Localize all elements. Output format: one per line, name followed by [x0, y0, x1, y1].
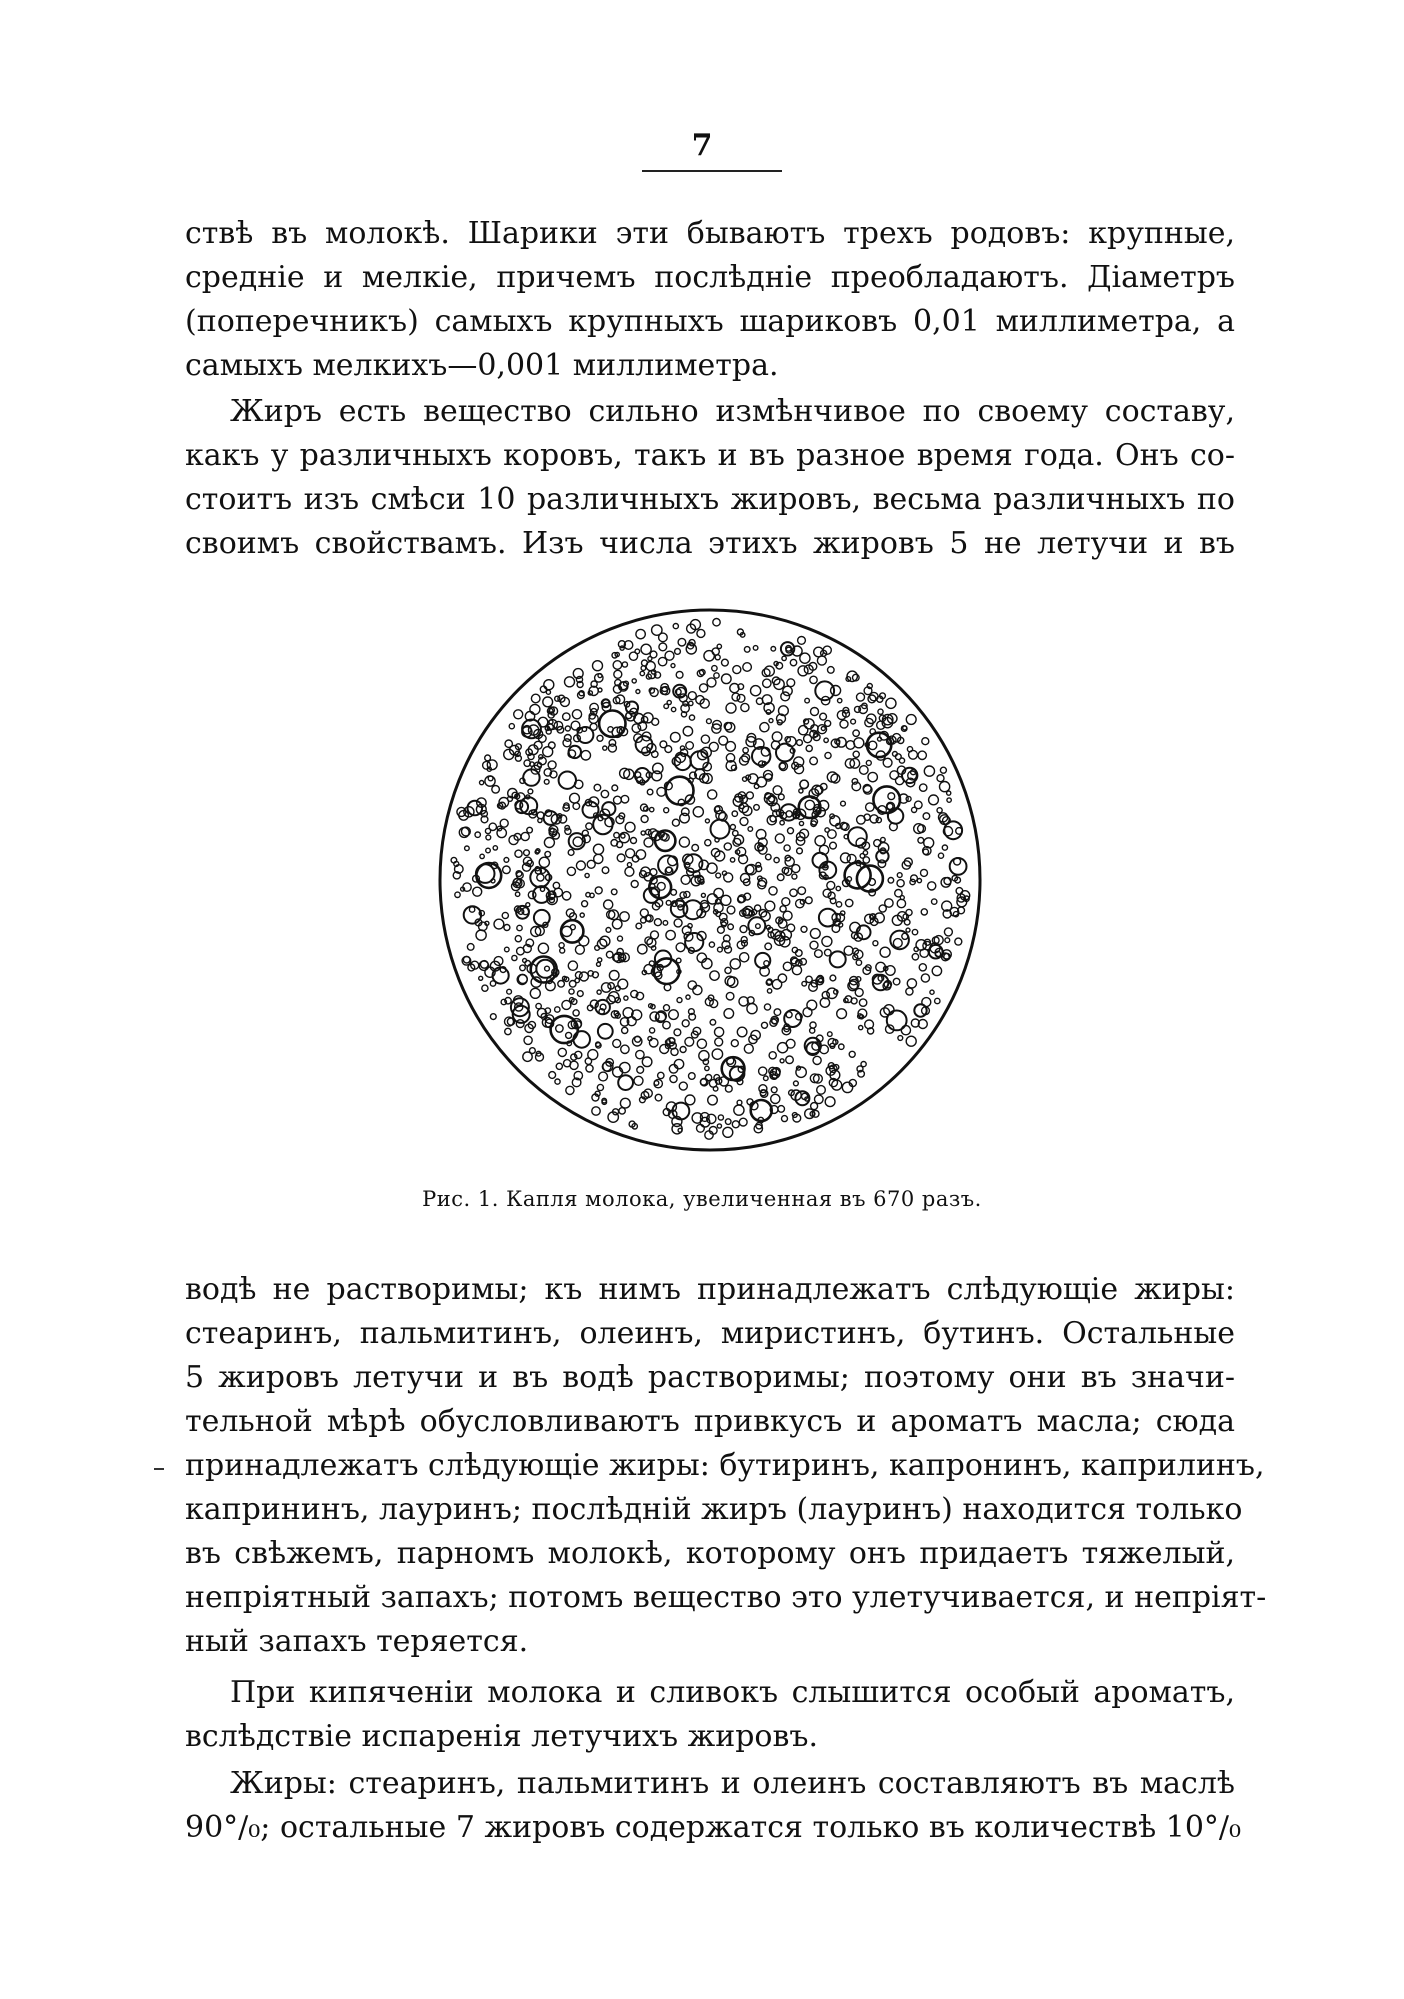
text-line: вслѣдствіе испаренія летучихъ жировъ.	[185, 1719, 818, 1754]
text-line: капрининъ, лауринъ; послѣдній жиръ (лауринъ) находится только	[185, 1492, 1243, 1527]
paragraph-5	[185, 1762, 1242, 1850]
text-line: 5 жировъ летучи и въ водѣ растворимы; поэтому они въ значи-	[185, 1360, 1235, 1395]
text-line: При кипяченіи молока и сливокъ слышится особый ароматъ,	[230, 1675, 1235, 1710]
text-line: ствѣ въ молокѣ. Шарики эти бываютъ трехъ родовъ: крупные,	[185, 216, 1235, 251]
text-line: стеаринъ, пальмитинъ, олеинъ, миристинъ, бутинъ. Остальные	[185, 1316, 1235, 1351]
milk-drop-illustration	[435, 605, 985, 1155]
text-line: средніе и мелкіе, причемъ послѣдніе преобладаютъ. Діаметръ	[185, 260, 1235, 295]
paragraph-2	[185, 390, 1235, 566]
text-line: стоитъ изъ смѣси 10 различныхъ жировъ, весьма различныхъ по	[185, 482, 1235, 517]
text-line: въ свѣжемъ, парномъ молокѣ, которому онъ придаетъ тяжелый,	[185, 1536, 1235, 1571]
text-line: самыхъ мелкихъ—0,001 миллиметра.	[185, 348, 779, 383]
text-line: тельной мѣрѣ обусловливаютъ привкусъ и ароматъ масла; сюда	[185, 1404, 1235, 1439]
milk-drop-figure	[435, 605, 985, 1155]
text-line: принадлежатъ слѣдующіе жиры: бутиринъ, капронинъ, каприлинъ,	[185, 1448, 1265, 1483]
margin-mark	[154, 1468, 164, 1470]
paragraph-1	[185, 212, 1235, 388]
text-line: водѣ не растворимы; къ нимъ принадлежатъ слѣдующіе жиры:	[185, 1272, 1235, 1307]
paragraph-3	[185, 1268, 1267, 1664]
text-line: Жиръ есть вещество сильно измѣнчивое по своему составу,	[230, 394, 1235, 429]
text-line: своимъ свойствамъ. Изъ числа этихъ жировъ 5 не летучи и въ	[185, 526, 1235, 561]
text-line: (поперечникъ) самыхъ крупныхъ шариковъ 0,01 миллиметра, а	[185, 304, 1235, 339]
text-line: Жиры: стеаринъ, пальмитинъ и олеинъ составляютъ въ маслѣ	[230, 1766, 1235, 1801]
text-line: какъ у различныхъ коровъ, такъ и въ разное время года. Онъ со-	[185, 438, 1235, 473]
paragraph-4	[185, 1671, 1235, 1759]
header-rule	[642, 170, 782, 172]
page-number: 7	[691, 128, 713, 163]
text-line: непріятный запахъ; потомъ вещество это улетучивается, и непріят-	[185, 1580, 1267, 1615]
text-line: ный запахъ теряется.	[185, 1624, 529, 1659]
figure-caption: Рис. 1. Капля молока, увеличенная въ 670 разъ.	[422, 1187, 982, 1211]
text-line: 90°/₀; остальные 7 жировъ содержатся только въ количествѣ 10°/₀	[185, 1810, 1242, 1845]
